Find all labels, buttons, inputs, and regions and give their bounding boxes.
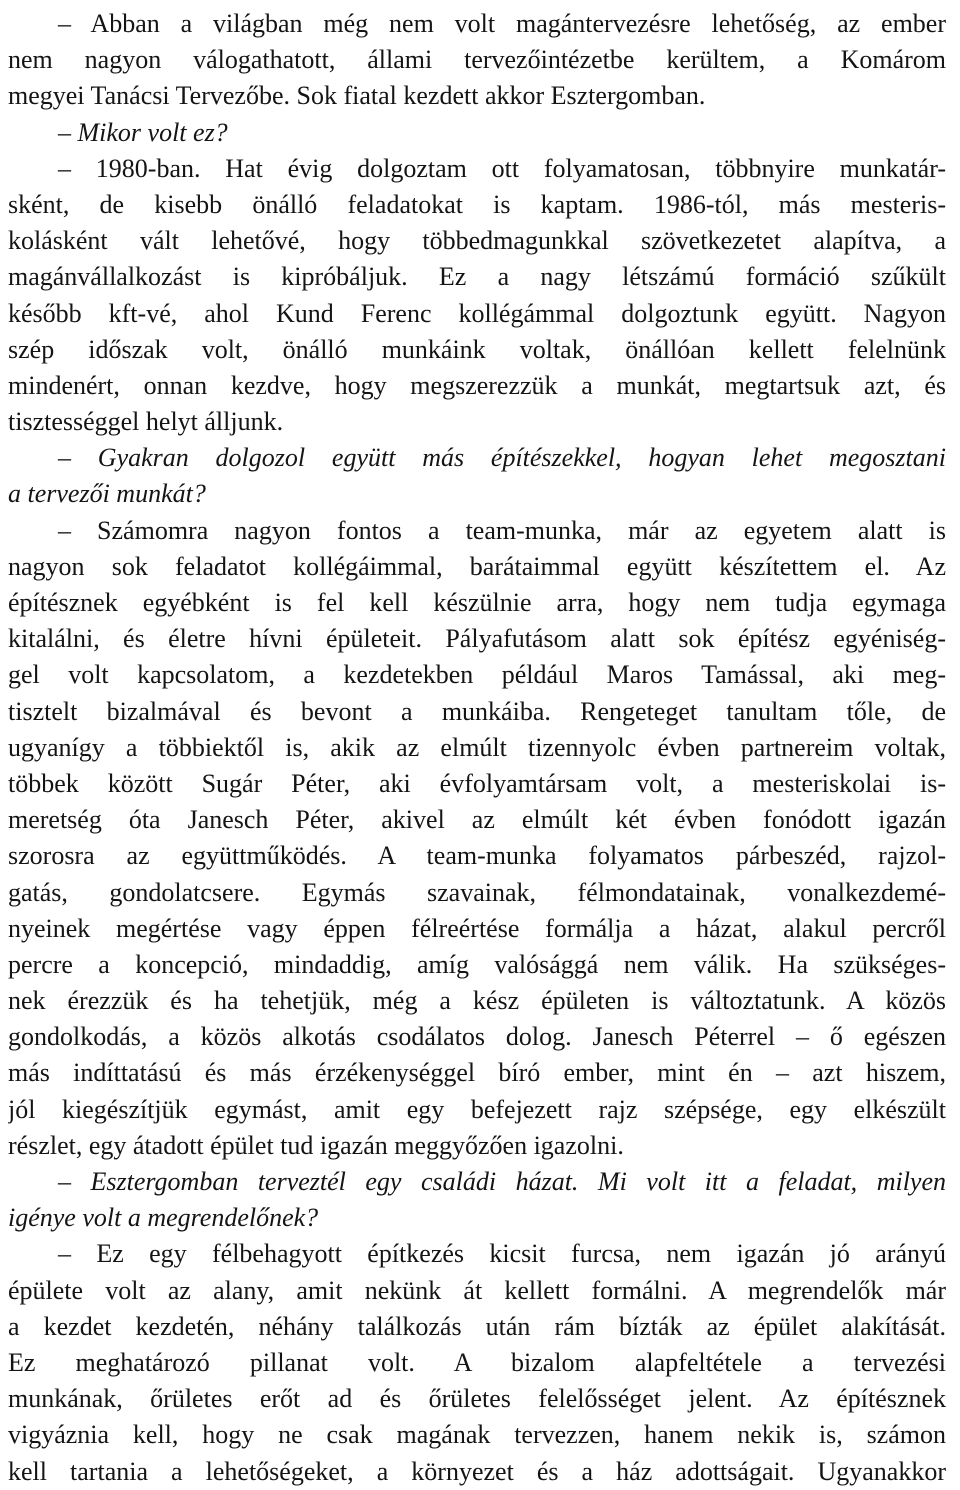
text-line: kell tartania a lehetőségeket, a környezet és a ház adottságait. Ugyanakkor [8,1456,946,1486]
text-line: sként, de kisebb önálló feladatokat is kaptam. 1986-tól, más mesteris- [8,189,946,219]
text-line: vigyáznia kell, hogy ne csak magának tervezzen, hanem nekik is, számon [8,1420,946,1450]
text-line: tisztelt bizalmával és bevont a munkáiba. Rengeteget tanultam tőle, de [8,696,946,726]
text-line: Ez meghatározó pillanat volt. A bizalom alapfeltétele a tervezési [8,1347,946,1377]
text-line: megyei Tanácsi Tervezőbe. Sok fiatal kezdett akkor Esztergomban. [8,81,706,111]
text-line: ugyanígy a többiektől is, akik az elmúlt tizennyolc évben partnereim voltak, [8,732,946,762]
question-line: igénye volt a megrendelőnek? [8,1203,319,1233]
text-line: munkának, őrületes erőt ad és őrületes felelősséget jelent. Az építésznek [8,1384,946,1414]
text-line: mindenért, onnan kezdve, hogy megszerezzük a munkát, megtartsuk azt, és [8,370,946,400]
text-line: magánvállalkozást is kipróbáljuk. Ez a nagy létszámú formáció szűkült [8,262,946,292]
text-line: nem nagyon válogathatott, állami tervezőintézetbe kerültem, a Komárom [8,45,946,75]
text-line: a kezdet kezdetén, néhány találkozás után rám bízták az épület alakítását. [8,1311,946,1341]
question-line: a tervezői munkát? [8,479,206,509]
question-line: – Esztergomban terveztél egy családi házat. Mi volt itt a feladat, milyen [58,1167,946,1196]
text-line: nek érezzük és ha tehetjük, még a kész épületen is változtatunk. A közös [8,986,946,1016]
text-line: később kft-vé, ahol Kund Ferenc kollégámmal dolgoztunk együtt. Nagyon [8,298,946,328]
text-line: építésznek egyébként is fel kell készülnie arra, hogy nem tudja egymaga [8,588,946,617]
text-line: részlet, egy átadott épület tud igazán meggyőzően igazolni. [8,1130,624,1160]
text-line: többek között Sugár Péter, aki évfolyamtársam volt, a mesteriskolai is- [8,768,946,798]
text-line: nyeinek megértése vagy éppen félreértése formálja a házat, alakul percről [8,913,946,943]
text-line: – 1980-ban. Hat évig dolgoztam ott folyamatosan, többnyire munkatár- [58,153,946,183]
text-line: épülete volt az alany, amit nekünk át kellett formálni. A megrendelők már [8,1275,946,1305]
text-line: – Ez egy félbehagyott építkezés kicsit furcsa, nem igazán jó arányú [58,1239,946,1269]
text-line: jól kiegészítjük egymást, amit egy befejezett rajz szépsége, egy elkészült [8,1094,946,1124]
text-line: nagyon sok feladatot kollégáimmal, barátaimmal együtt készítettem el. Az [8,551,946,581]
text-line: gatás, gondolatcsere. Egymás szavainak, félmondatainak, vonalkezdemé- [8,877,946,907]
text-line: gel volt kapcsolatom, a kezdetekben például Maros Tamással, aki meg- [8,660,946,690]
text-line: – Abban a világban még nem volt magántervezésre lehetőség, az ember [58,9,946,38]
question-line: – Gyakran dolgozol együtt más építészekkel, hogyan lehet megosztani [58,443,946,473]
text-line: kolásként vált lehetővé, hogy többedmagunkkal szövetkezetet alapítva, a [8,226,946,256]
text-line: kitalálni, és életre hívni épületeit. Pályafutásom alatt sok építész egyéniség- [8,624,946,654]
text-line: szép időszak volt, önálló munkáink voltak, önállóan kellett felelnünk [8,334,946,364]
interview-text [8,6,946,1490]
text-line: más indíttatású és más érzékenységgel bíró ember, mint én – azt hiszem, [8,1058,946,1088]
text-line: tisztességgel helyt álljunk. [8,407,284,437]
text-line: meretség óta Janesch Péter, akivel az elmúlt két évben fonódott igazán [8,805,946,835]
text-line: szorosra az együttműködés. A team-munka folyamatos párbeszéd, rajzol- [8,841,946,871]
text-line: – Számomra nagyon fontos a team-munka, már az egyetem alatt is [58,515,946,545]
text-line: percre a koncepció, mindaddig, amíg valósággá nem válik. Ha szükséges- [8,949,946,979]
question-line: – Mikor volt ez? [58,117,228,147]
text-line: gondolkodás, a közös alkotás csodálatos dolog. Janesch Péterrel – ő egészen [8,1022,946,1052]
